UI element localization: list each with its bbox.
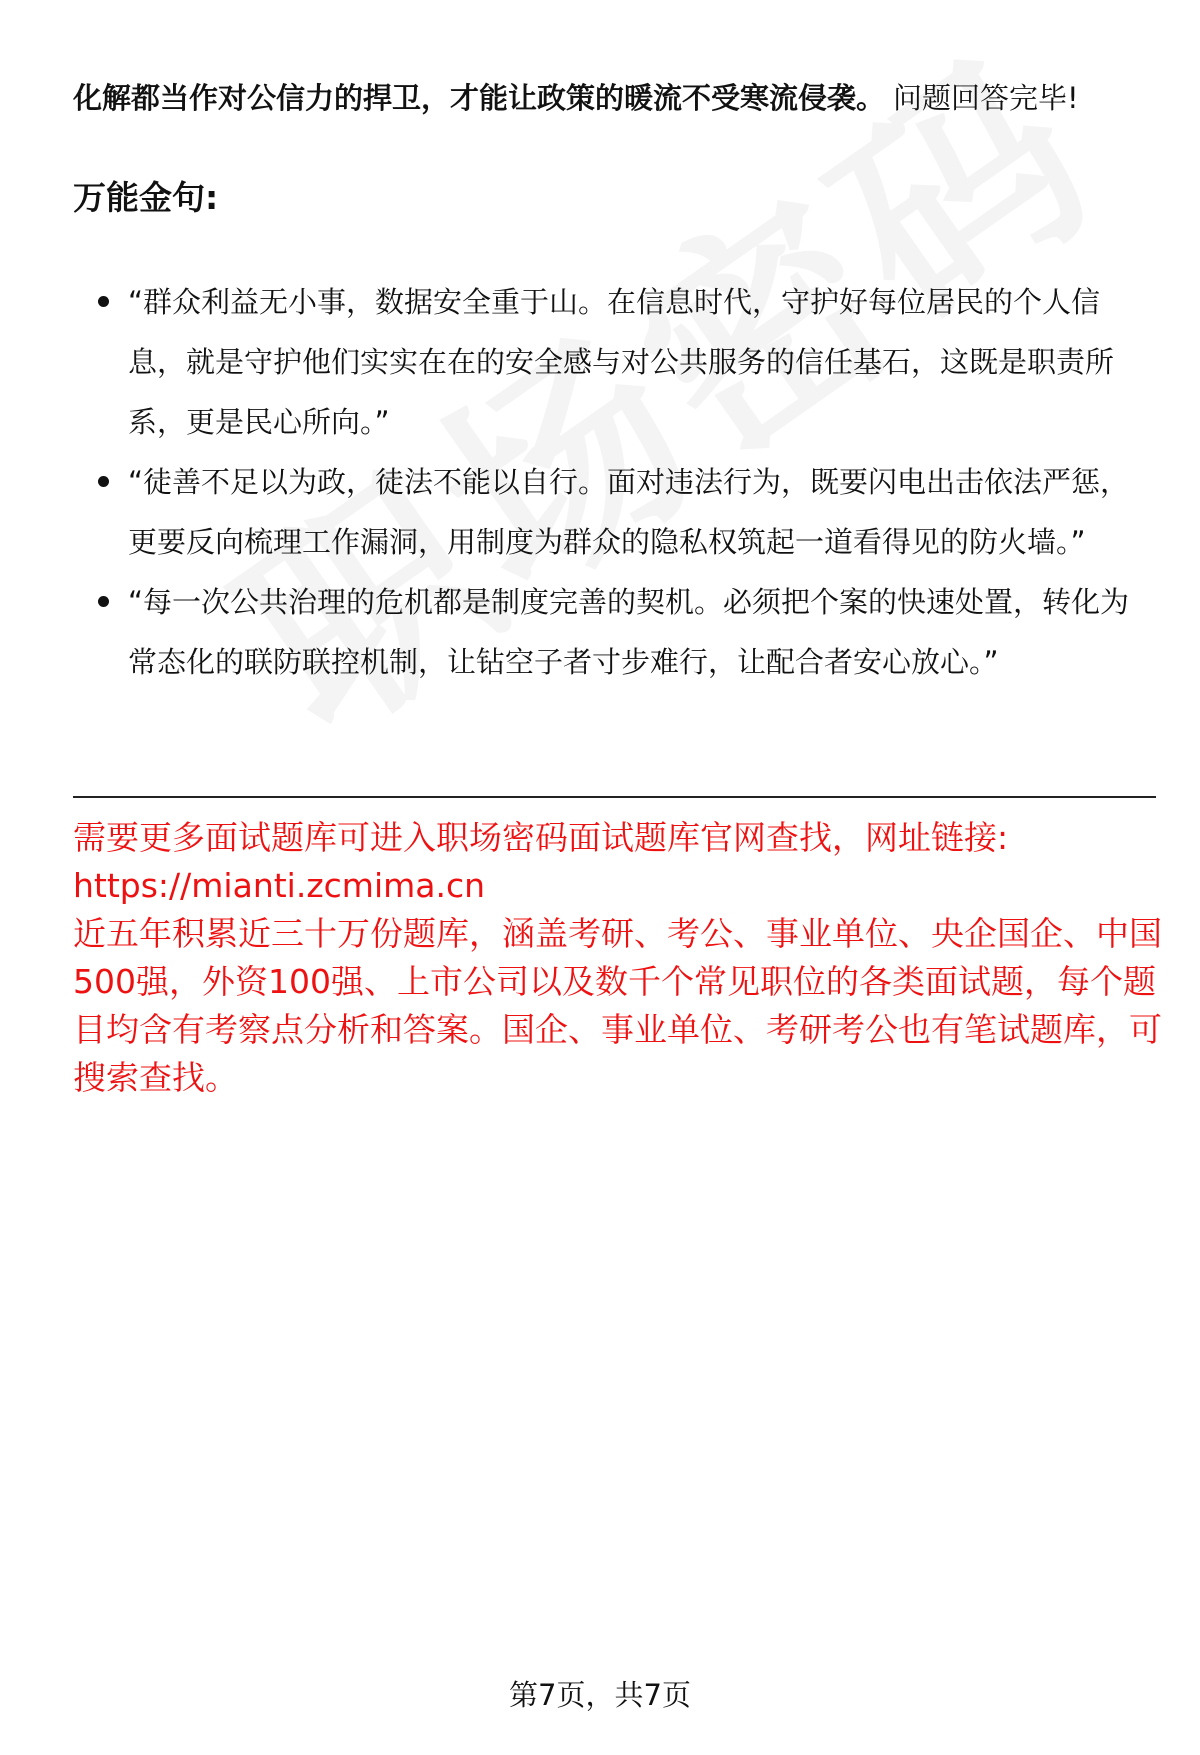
list-item — [0, 572, 1200, 692]
bullet-icon — [98, 296, 109, 307]
promo-intro: 需要更多面试题库可进入职场密码面试题库官网查找，网址链接: — [73, 818, 1009, 857]
bullet-icon — [98, 476, 109, 487]
promo-link[interactable]: https://mianti.zcmima.cn — [73, 866, 486, 905]
list-item — [0, 272, 1200, 452]
quote-text: “每一次公共治理的危机都是制度完善的契机。必须把个案的快速处置，转化为常态化的联防联控机制，让钻空子者寸步难行，让配合者安心放心。” — [128, 585, 1130, 679]
list-item — [0, 452, 1200, 572]
quote-list — [0, 272, 1200, 692]
promo-block — [73, 814, 1163, 1102]
intro-bold-text: 化解都当作对公信力的捍卫，才能让政策的暖流不受寒流侵袭。 — [73, 81, 886, 115]
intro-line — [73, 76, 1153, 120]
quote-text: “群众利益无小事，数据安全重于山。在信息时代，守护好每位居民的个人信息，就是守护他们实实在在的安全感与对公共服务的信任基石，这既是职责所系，更是民心所向。” — [128, 285, 1115, 439]
section-heading: 万能金句: — [73, 178, 219, 217]
page-number: 第7页，共7页 — [509, 1678, 691, 1712]
promo-description: 近五年积累近三十万份题库，涵盖考研、考公、事业单位、央企国企、中国500强，外资100强、上市公司以及数千个常见职位的各类面试题，每个题目均含有考察点分析和答案。国企、事业单位、考研考公也有笔试题库，可搜索查找。 — [73, 914, 1162, 1097]
quote-text: “徒善不足以为政，徒法不能以自行。面对违法行为，既要闪电出击依法严惩，更要反向梳理工作漏洞，用制度为群众的隐私权筑起一道看得见的防火墙。” — [128, 465, 1130, 559]
bullet-icon — [98, 596, 109, 607]
intro-closing-text: 问题回答完毕! — [893, 81, 1079, 115]
divider — [73, 796, 1156, 798]
